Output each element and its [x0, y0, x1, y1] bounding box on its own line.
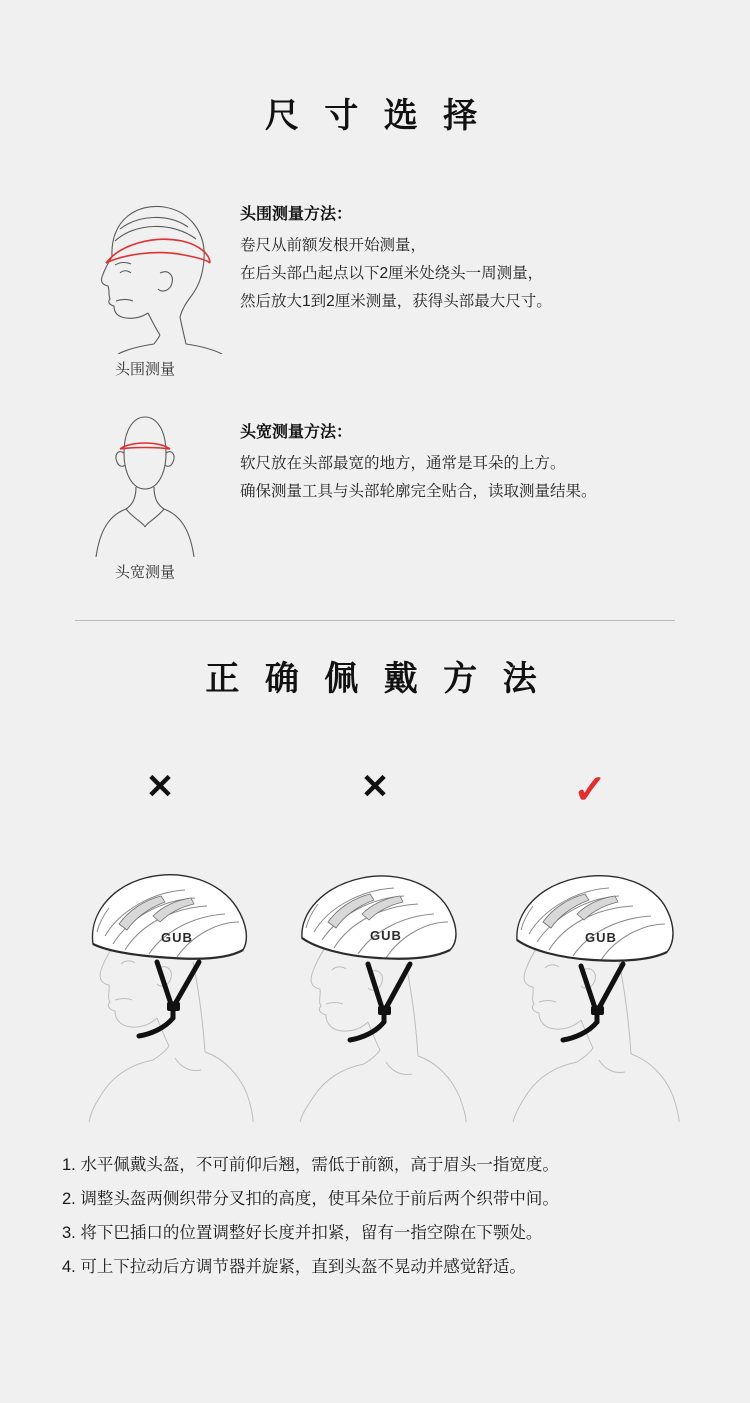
- helmet-level-icon: [483, 812, 698, 1122]
- head-circumference-figure: [60, 189, 230, 379]
- instruction-item-1: 1. 水平佩戴头盔，不可前仰后翘，需低于前额，高于眉头一指宽度。: [62, 1156, 559, 1174]
- helmet-illustration-row: [0, 812, 750, 1122]
- wear-instructions-list: [0, 1148, 750, 1284]
- svg-text:GUB: GUB: [160, 930, 193, 945]
- strap-buckle: [591, 1006, 604, 1015]
- head-width-heading: 头宽测量方法：: [240, 424, 353, 441]
- instruction-item-2: 2. 调整头盔两侧织带分叉扣的高度，使耳朵位于前后两个织带中间。: [62, 1190, 559, 1208]
- head-circumference-line-2: 在后头部凸起点以下2厘米处绕头一周测量，: [240, 265, 544, 282]
- head-circumference-line-3: 然后放大1到2厘米测量，获得头部最大尺寸。: [240, 293, 552, 310]
- head-circumference-block: [0, 189, 750, 379]
- wear-section-title: 正 确 佩 戴 方 法: [205, 660, 545, 698]
- strap-buckle: [378, 1006, 391, 1015]
- instruction-item-4: 4. 可上下拉动后方调节器并旋紧，直到头盔不晃动并感觉舒适。: [62, 1258, 526, 1276]
- instruction-item-3: 3. 将下巴插口的位置调整好长度并扣紧，留有一指空隙在下颚处。: [62, 1224, 543, 1242]
- helmet-illustration-wrong-1: [53, 812, 268, 1122]
- head-width-line-2: 确保测量工具与头部轮廓完全贴合，读取测量结果。: [240, 483, 597, 500]
- helmet-tilted-forward-icon: [268, 812, 483, 1122]
- svg-text:GUB: GUB: [584, 930, 617, 945]
- wear-marks-row: [0, 770, 750, 810]
- head-circumference-line-1: 卷尺从前额发根开始测量，: [240, 237, 427, 254]
- size-section-title: 尺 寸 选 择: [264, 97, 486, 135]
- mark-wrong-2: ✕: [360, 768, 390, 806]
- head-side-profile-icon: [60, 189, 230, 354]
- strap-buckle: [167, 1002, 180, 1011]
- head-width-figure: [60, 407, 230, 582]
- helmet-illustration-correct: [483, 812, 698, 1122]
- head-circumference-text: [230, 189, 552, 316]
- svg-text:GUB: GUB: [369, 928, 402, 943]
- head-circumference-caption: 头围测量: [114, 361, 175, 378]
- mark-correct: ✓: [573, 768, 607, 812]
- head-width-line-1: 软尺放在头部最宽的地方，通常是耳朵的上方。: [240, 455, 566, 472]
- helmet-tilted-back-icon: [53, 812, 268, 1122]
- head-width-text: [230, 407, 597, 506]
- head-front-view-icon: [60, 407, 230, 557]
- head-width-block: [0, 407, 750, 582]
- head-circumference-heading: 头围测量方法：: [240, 206, 353, 223]
- helmet-illustration-wrong-2: [268, 812, 483, 1122]
- mark-wrong-1: ✕: [145, 768, 175, 806]
- head-width-caption: 头宽测量: [114, 564, 175, 581]
